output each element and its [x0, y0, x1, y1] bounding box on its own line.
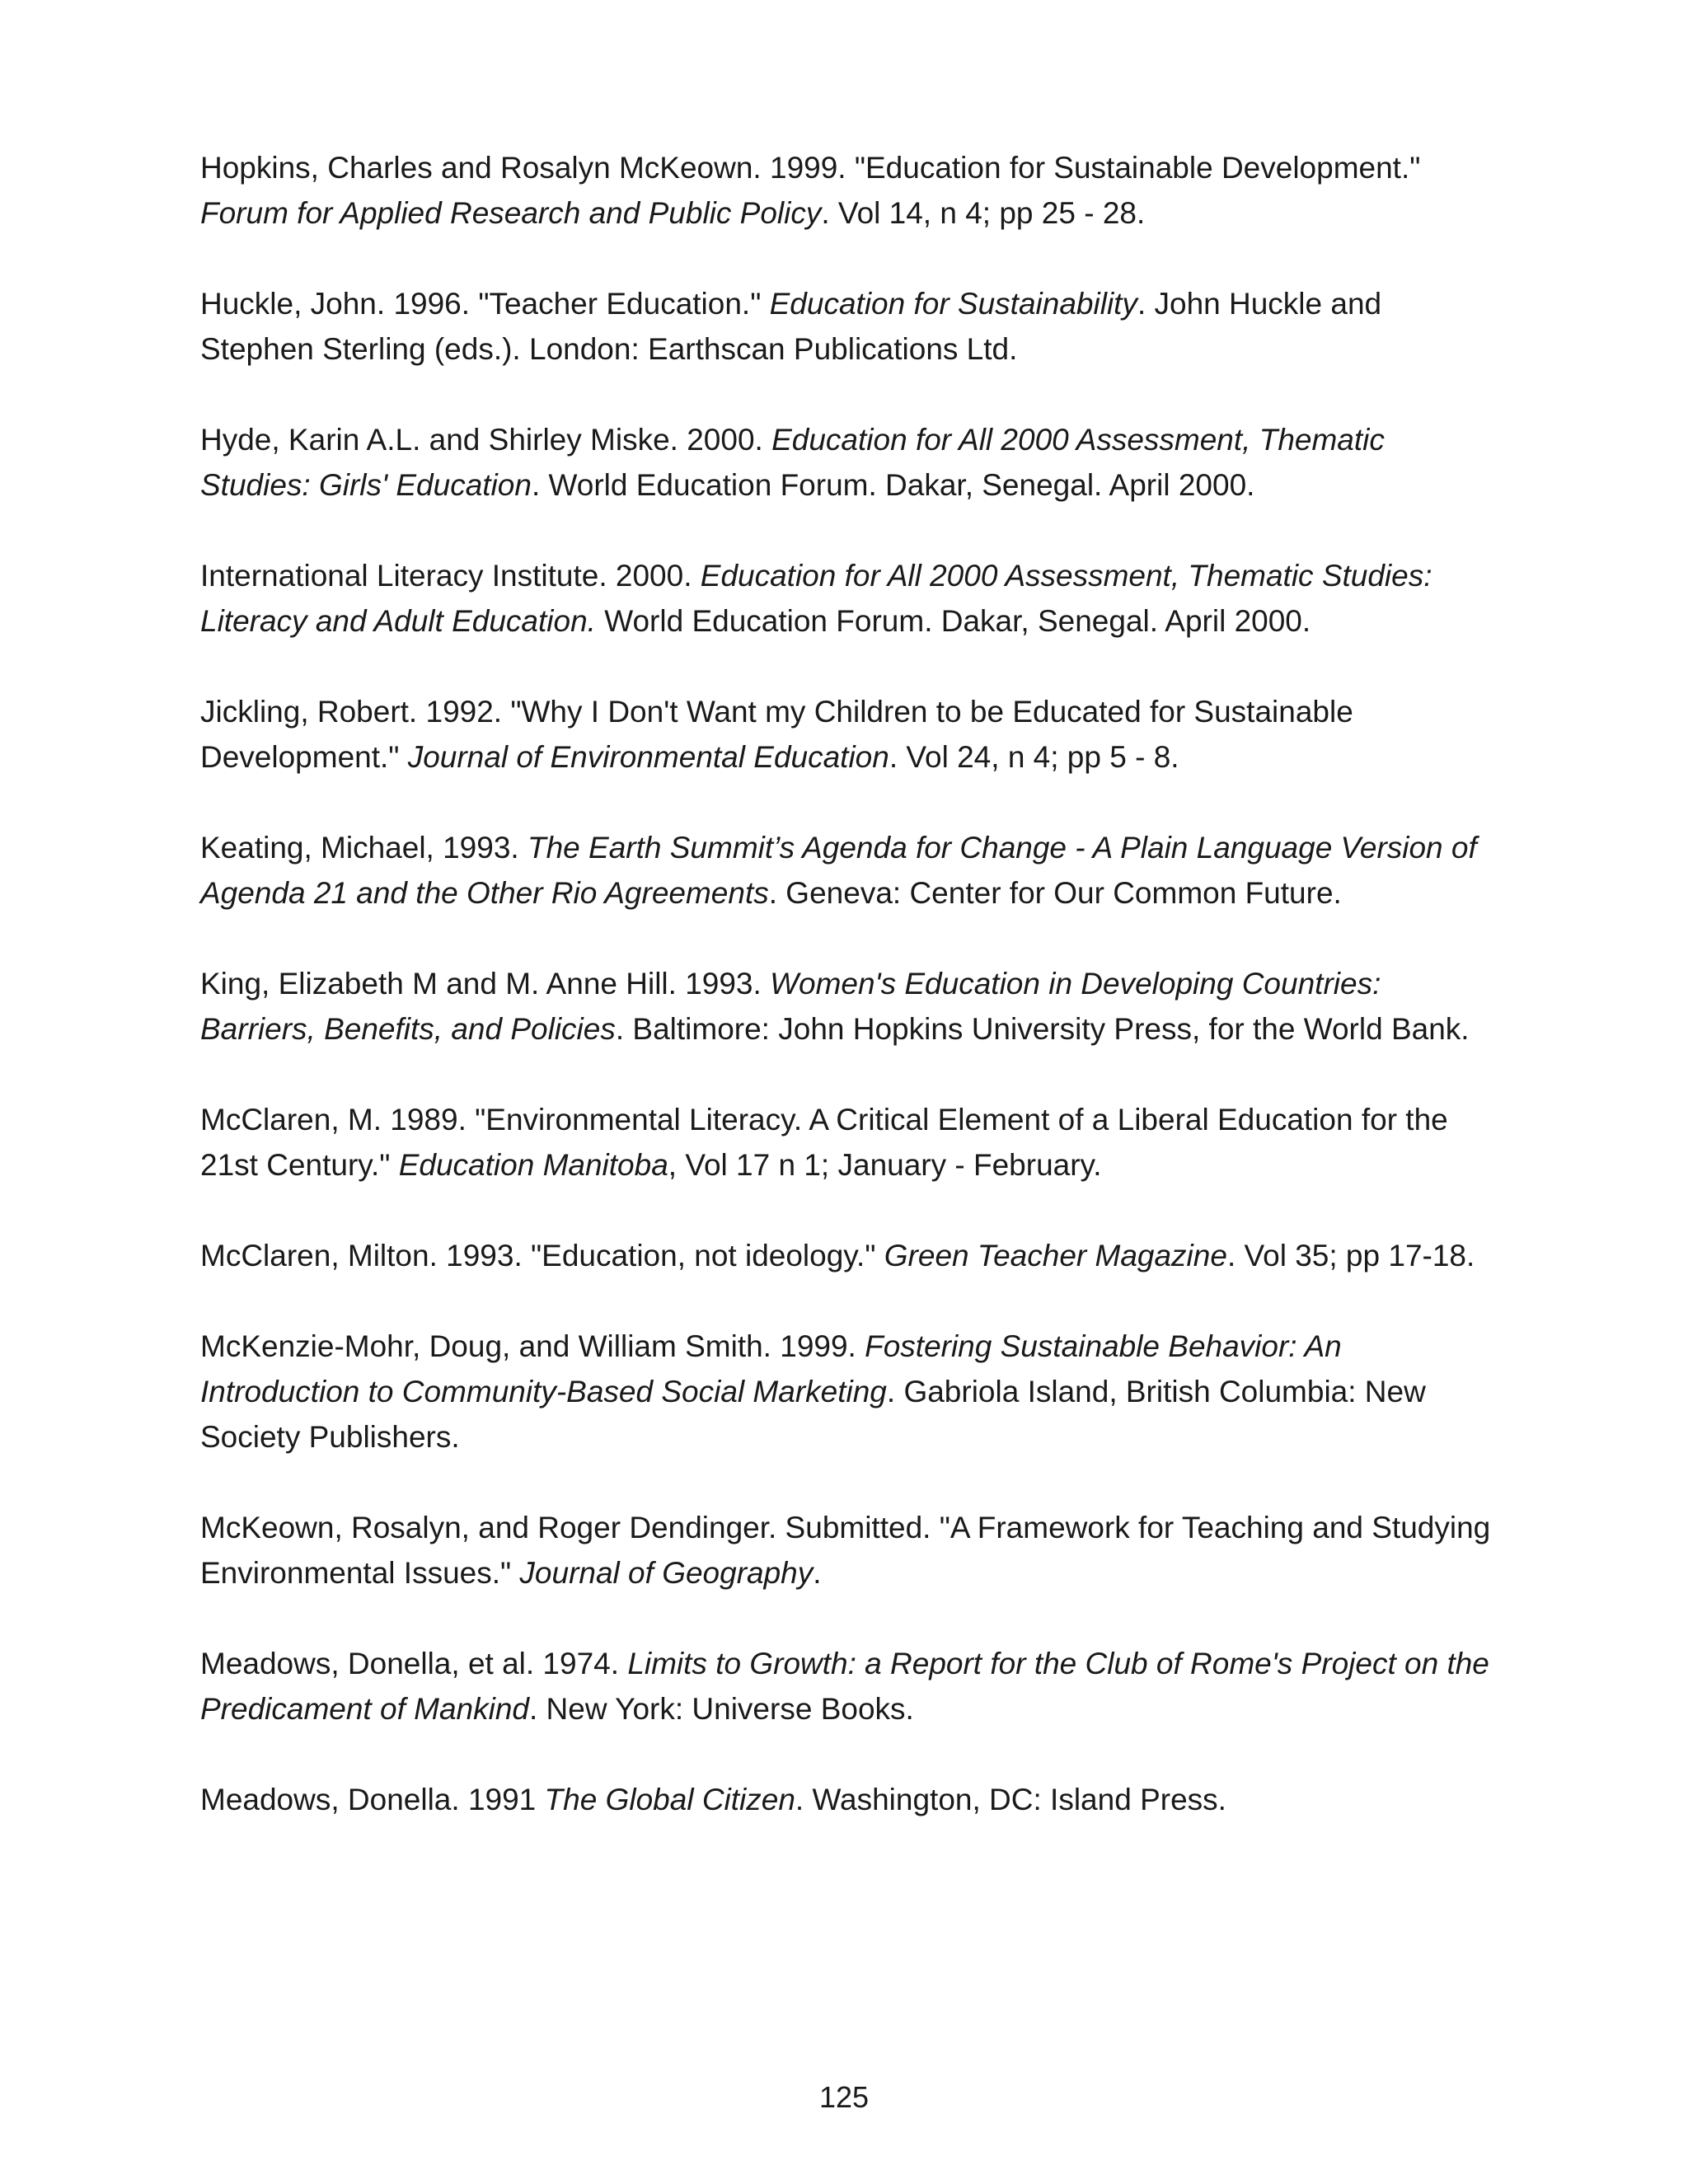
reference-title: Limits to Growth: a Report for the Club of Rome's Project on the Predicament of Mankind: [200, 1647, 1489, 1726]
reference-text: Jickling, Robert. 1992. "Why I Don't Want my Children to be Educated for Sustainable Development.": [200, 695, 1353, 774]
reference-text: . Washington, DC: Island Press.: [795, 1783, 1226, 1816]
reference-title: The Global Citizen: [544, 1783, 795, 1816]
reference-list: [200, 145, 1503, 1868]
reference-entry: [200, 281, 1503, 372]
reference-text: .: [813, 1556, 822, 1590]
reference-text: Meadows, Donella, et al. 1974.: [200, 1647, 628, 1680]
reference-entry: [200, 417, 1503, 508]
reference-title: The Earth Summit’s Agenda for Change - A Plain Language Version of Agenda 21 and the Other Rio Agreements: [200, 831, 1477, 910]
reference-text: . Vol 24, n 4; pp 5 - 8.: [889, 740, 1179, 774]
reference-entry: [200, 1641, 1503, 1732]
reference-entry: [200, 825, 1503, 916]
reference-text: McKeown, Rosalyn, and Roger Dendinger. Submitted. "A Framework for Teaching and Studying Environmental Issues.": [200, 1511, 1491, 1590]
reference-text: King, Elizabeth M and M. Anne Hill. 1993.: [200, 967, 771, 1001]
reference-text: . New York: Universe Books.: [528, 1692, 914, 1726]
reference-title: Journal of Environmental Education: [407, 740, 889, 774]
reference-title: Forum for Applied Research and Public Policy: [200, 196, 822, 230]
reference-text: . John Huckle and Stephen Sterling (eds.). London: Earthscan Publications Ltd.: [200, 287, 1382, 366]
page-number: 125: [818, 2080, 870, 2114]
reference-text: . Vol 14, n 4; pp 25 - 28.: [821, 196, 1146, 230]
reference-text: Meadows, Donella. 1991: [200, 1783, 545, 1816]
reference-entry: [200, 1233, 1503, 1278]
reference-text: . Gabriola Island, British Columbia: New Society Publishers.: [200, 1375, 1426, 1454]
reference-entry: [200, 1777, 1503, 1822]
reference-text: . Baltimore: John Hopkins University Press, for the World Bank.: [615, 1012, 1470, 1046]
reference-title: Education for All 2000 Assessment, Thematic Studies: Literacy and Adult Education.: [200, 559, 1432, 638]
reference-entry: [200, 553, 1503, 644]
reference-entry: [200, 961, 1503, 1052]
reference-title: Fostering Sustainable Behavior: An Introduction to Community-Based Social Marketing: [200, 1329, 1342, 1408]
reference-text: Huckle, John. 1996. "Teacher Education.": [200, 287, 770, 321]
reference-text: McClaren, Milton. 1993. "Education, not ideology.": [200, 1239, 884, 1272]
reference-title: Journal of Geography: [519, 1556, 814, 1590]
reference-title: Education for Sustainability: [769, 287, 1137, 321]
reference-entry: [200, 689, 1503, 780]
reference-entry: [200, 1097, 1503, 1188]
reference-text: McClaren, M. 1989. "Environmental Literacy. A Critical Element of a Liberal Education for the 21st Century.": [200, 1103, 1448, 1182]
reference-text: . World Education Forum. Dakar, Senegal. April 2000.: [531, 468, 1255, 502]
reference-entry: [200, 145, 1503, 236]
reference-title: Education for All 2000 Assessment, Thematic Studies: Girls' Education: [200, 423, 1385, 502]
reference-entry: [200, 1505, 1503, 1596]
reference-title: Women's Education in Developing Countries: Barriers, Benefits, and Policies: [200, 967, 1381, 1046]
reference-text: International Literacy Institute. 2000.: [200, 559, 701, 593]
reference-text: McKenzie-Mohr, Doug, and William Smith. 1999.: [200, 1329, 865, 1363]
reference-title: Green Teacher Magazine: [884, 1239, 1227, 1272]
reference-entry: [200, 1324, 1503, 1460]
reference-text: . Vol 35; pp 17-18.: [1226, 1239, 1475, 1272]
reference-text: Hopkins, Charles and Rosalyn McKeown. 1999. "Education for Sustainable Development.": [200, 151, 1421, 185]
reference-text: Hyde, Karin A.L. and Shirley Miske. 2000.: [200, 423, 772, 457]
reference-text: Keating, Michael, 1993.: [200, 831, 528, 865]
reference-text: . Geneva: Center for Our Common Future.: [768, 876, 1342, 910]
reference-title: Education Manitoba: [398, 1148, 668, 1182]
reference-text: World Education Forum. Dakar, Senegal. April 2000.: [595, 604, 1311, 638]
reference-text: , Vol 17 n 1; January - February.: [668, 1148, 1102, 1182]
